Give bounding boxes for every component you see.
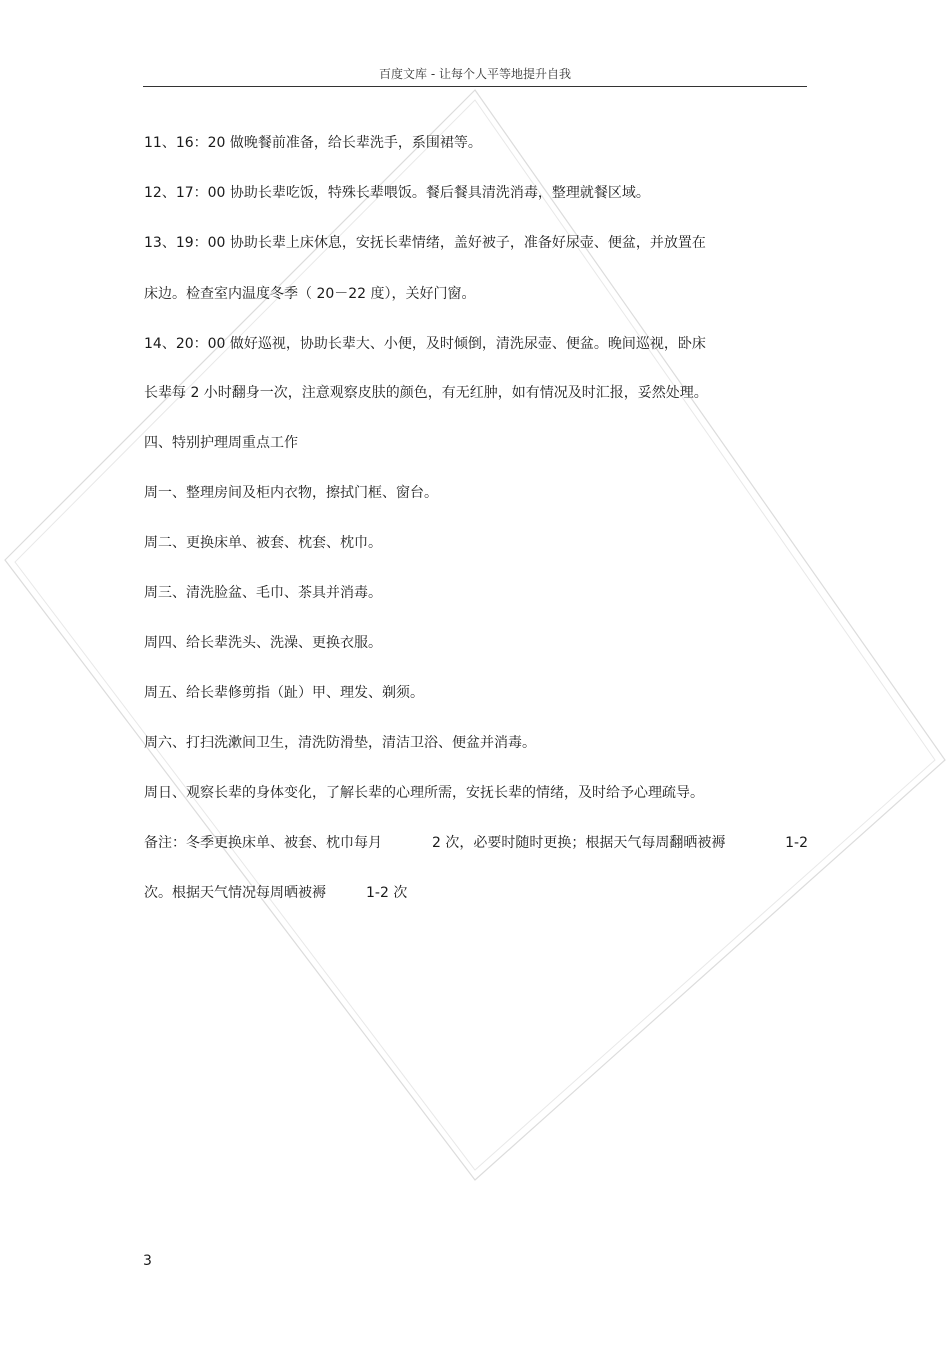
list-item: 周一、整理房间及柜内衣物，擦拭门框、窗台。 xyxy=(144,485,438,501)
note-line-1-part1: 备注：冬季更换床单、被套、枕巾每月 xyxy=(144,835,382,851)
section-heading: 四、特别护理周重点工作 xyxy=(144,435,298,451)
note-line-2-part2: 1-2 次 xyxy=(366,885,408,901)
text-line: 13、19：00 协助长辈上床休息，安抚长辈情绪，盖好被子，准备好尿壶、便盆，并放置在 xyxy=(144,235,706,251)
text-line: 14、20：00 做好巡视，协助长辈大、小便，及时倾倒，清洗尿壶、便盆。晚间巡视，卧床 xyxy=(144,336,706,352)
text-line: 长辈每 2 小时翻身一次，注意观察皮肤的颜色，有无红肿，如有情况及时汇报，妥然处理。 xyxy=(144,385,708,401)
note-line-2-part1: 次。根据天气情况每周晒被褥 xyxy=(144,885,326,901)
note-line-1-part2: 2 次，必要时随时更换；根据天气每周翻晒被褥 xyxy=(432,835,726,851)
page-number: 3 xyxy=(143,1253,152,1269)
note-line-1 xyxy=(144,833,808,853)
list-item: 周六、打扫洗漱间卫生，清洗防滑垫，清洁卫浴、便盆并消毒。 xyxy=(144,735,536,751)
text-line: 床边。检查室内温度冬季（ 20－22 度），关好门窗。 xyxy=(144,286,476,302)
text-line: 12、17：00 协助长辈吃饭，特殊长辈喂饭。餐后餐具清洗消毒，整理就餐区域。 xyxy=(144,185,650,201)
header-title: 百度文库 - 让每个人平等地提升自我 xyxy=(379,67,571,81)
list-item: 周日、观察长辈的身体变化，了解长辈的心理所需，安抚长辈的情绪，及时给予心理疏导。 xyxy=(144,785,704,801)
list-item: 周三、清洗脸盆、毛巾、茶具并消毒。 xyxy=(144,585,382,601)
text-line: 11、16：20 做晚餐前准备，给长辈洗手，系围裙等。 xyxy=(144,135,482,151)
list-item: 周四、给长辈洗头、洗澡、更换衣服。 xyxy=(144,635,382,651)
page-header xyxy=(143,64,807,87)
note-line-2 xyxy=(144,883,808,903)
list-item: 周二、更换床单、被套、枕套、枕巾。 xyxy=(144,535,382,551)
list-item: 周五、给长辈修剪指（趾）甲、理发、剃须。 xyxy=(144,685,424,701)
note-line-1-part3: 1-2 xyxy=(785,835,808,851)
